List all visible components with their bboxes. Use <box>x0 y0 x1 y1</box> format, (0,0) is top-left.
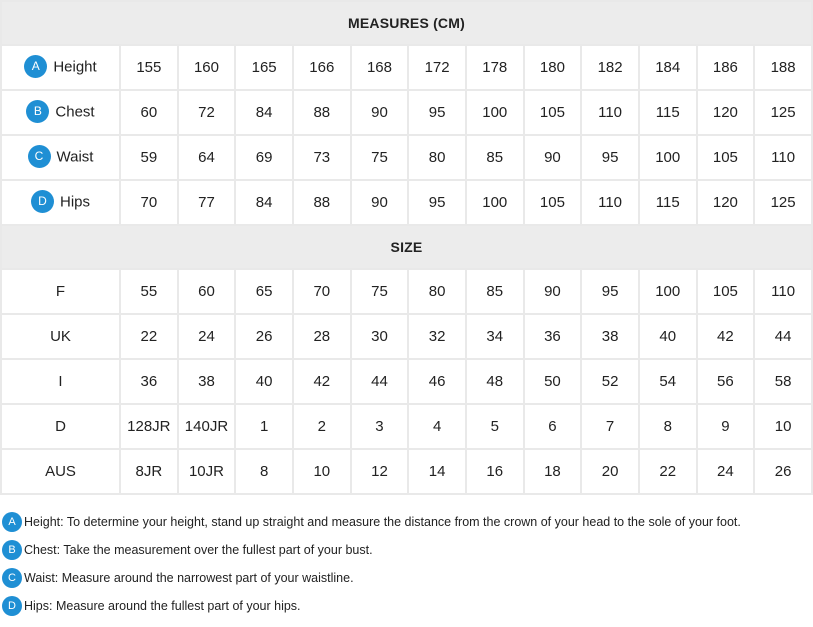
measurement-notes <box>2 508 813 620</box>
table-cell: 70 <box>294 270 350 313</box>
note-text: Waist: Measure around the narrowest part of your waistline. <box>24 571 354 585</box>
table-cell: 16 <box>467 450 523 493</box>
table-cell: 77 <box>179 181 235 224</box>
table-cell: 30 <box>352 315 408 358</box>
table-cell: 42 <box>294 360 350 403</box>
table-cell: 60 <box>179 270 235 313</box>
measure-label <box>2 181 119 224</box>
size-row-f <box>2 270 811 313</box>
table-cell: 20 <box>582 450 638 493</box>
table-cell: 125 <box>755 91 811 134</box>
table-cell: 155 <box>121 46 177 89</box>
table-cell: 115 <box>640 181 696 224</box>
table-cell: 166 <box>294 46 350 89</box>
table-cell: 188 <box>755 46 811 89</box>
letter-badge-icon: A <box>2 512 22 532</box>
table-cell: 8 <box>236 450 292 493</box>
size-label: D <box>2 405 119 448</box>
table-cell: 100 <box>640 136 696 179</box>
size-label: F <box>2 270 119 313</box>
table-cell: 3 <box>352 405 408 448</box>
letter-badge-icon: A <box>24 55 47 78</box>
table-cell: 110 <box>755 136 811 179</box>
table-cell: 100 <box>640 270 696 313</box>
table-cell: 160 <box>179 46 235 89</box>
table-cell: 73 <box>294 136 350 179</box>
table-cell: 172 <box>409 46 465 89</box>
table-cell: 95 <box>409 181 465 224</box>
table-cell: 69 <box>236 136 292 179</box>
table-cell: 24 <box>698 450 754 493</box>
table-cell: 26 <box>755 450 811 493</box>
measure-label <box>2 46 119 89</box>
measure-row-chest <box>2 91 811 134</box>
table-cell: 105 <box>698 270 754 313</box>
letter-badge-icon: C <box>28 145 51 168</box>
table-cell: 105 <box>525 91 581 134</box>
table-cell: 120 <box>698 181 754 224</box>
table-cell: 90 <box>352 91 408 134</box>
table-cell: 8 <box>640 405 696 448</box>
table-cell: 44 <box>352 360 408 403</box>
table-cell: 12 <box>352 450 408 493</box>
table-cell: 60 <box>121 91 177 134</box>
table-cell: 4 <box>409 405 465 448</box>
measure-name: Chest <box>55 103 95 121</box>
measure-row-hips <box>2 181 811 224</box>
table-cell: 10JR <box>179 450 235 493</box>
note-waist <box>2 564 813 592</box>
table-cell: 110 <box>755 270 811 313</box>
letter-badge-icon: C <box>2 568 22 588</box>
table-cell: 6 <box>525 405 581 448</box>
table-cell: 84 <box>236 91 292 134</box>
size-header-row <box>2 226 811 268</box>
measure-row-height <box>2 46 811 89</box>
table-cell: 32 <box>409 315 465 358</box>
table-cell: 95 <box>582 136 638 179</box>
table-cell: 100 <box>467 91 523 134</box>
table-cell: 84 <box>236 181 292 224</box>
table-cell: 22 <box>640 450 696 493</box>
table-cell: 95 <box>409 91 465 134</box>
table-cell: 90 <box>525 270 581 313</box>
table-cell: 46 <box>409 360 465 403</box>
size-label: UK <box>2 315 119 358</box>
size-row-uk <box>2 315 811 358</box>
measure-label <box>2 91 119 134</box>
table-cell: 65 <box>236 270 292 313</box>
table-cell: 44 <box>755 315 811 358</box>
measures-header-row <box>2 2 811 44</box>
table-cell: 2 <box>294 405 350 448</box>
table-cell: 9 <box>698 405 754 448</box>
measure-label <box>2 136 119 179</box>
table-cell: 7 <box>582 405 638 448</box>
table-cell: 165 <box>236 46 292 89</box>
table-cell: 95 <box>582 270 638 313</box>
table-cell: 115 <box>640 91 696 134</box>
table-cell: 90 <box>352 181 408 224</box>
table-cell: 90 <box>525 136 581 179</box>
measures-header: MEASURES (CM) <box>2 2 811 44</box>
table-cell: 105 <box>698 136 754 179</box>
table-cell: 10 <box>294 450 350 493</box>
table-cell: 34 <box>467 315 523 358</box>
table-cell: 85 <box>467 270 523 313</box>
note-text: Chest: Take the measurement over the fullest part of your bust. <box>24 543 373 557</box>
table-cell: 80 <box>409 270 465 313</box>
table-cell: 55 <box>121 270 177 313</box>
table-cell: 5 <box>467 405 523 448</box>
letter-badge-icon: B <box>2 540 22 560</box>
table-cell: 40 <box>236 360 292 403</box>
table-cell: 54 <box>640 360 696 403</box>
table-cell: 125 <box>755 181 811 224</box>
table-cell: 100 <box>467 181 523 224</box>
note-hips <box>2 592 813 620</box>
table-cell: 110 <box>582 181 638 224</box>
table-cell: 18 <box>525 450 581 493</box>
table-cell: 36 <box>525 315 581 358</box>
table-cell: 59 <box>121 136 177 179</box>
table-cell: 186 <box>698 46 754 89</box>
table-cell: 184 <box>640 46 696 89</box>
table-cell: 140JR <box>179 405 235 448</box>
table-cell: 80 <box>409 136 465 179</box>
table-cell: 120 <box>698 91 754 134</box>
table-cell: 64 <box>179 136 235 179</box>
table-cell: 88 <box>294 181 350 224</box>
table-cell: 58 <box>755 360 811 403</box>
table-cell: 26 <box>236 315 292 358</box>
measure-row-waist <box>2 136 811 179</box>
measure-name: Height <box>53 58 97 76</box>
table-cell: 24 <box>179 315 235 358</box>
table-cell: 8JR <box>121 450 177 493</box>
table-cell: 36 <box>121 360 177 403</box>
table-cell: 168 <box>352 46 408 89</box>
table-cell: 56 <box>698 360 754 403</box>
table-cell: 75 <box>352 136 408 179</box>
letter-badge-icon: B <box>26 100 49 123</box>
table-cell: 110 <box>582 91 638 134</box>
note-text: Height: To determine your height, stand up straight and measure the distance from the crown of your head to the sole of your foot. <box>24 515 741 529</box>
table-cell: 28 <box>294 315 350 358</box>
table-cell: 180 <box>525 46 581 89</box>
size-header: SIZE <box>2 226 811 268</box>
size-row-d <box>2 405 811 448</box>
table-cell: 178 <box>467 46 523 89</box>
table-cell: 38 <box>179 360 235 403</box>
note-chest <box>2 536 813 564</box>
table-cell: 1 <box>236 405 292 448</box>
table-cell: 50 <box>525 360 581 403</box>
size-label: AUS <box>2 450 119 493</box>
table-cell: 42 <box>698 315 754 358</box>
table-cell: 22 <box>121 315 177 358</box>
table-cell: 52 <box>582 360 638 403</box>
table-cell: 128JR <box>121 405 177 448</box>
table-cell: 70 <box>121 181 177 224</box>
note-height <box>2 508 813 536</box>
table-cell: 85 <box>467 136 523 179</box>
size-row-aus <box>2 450 811 493</box>
table-cell: 182 <box>582 46 638 89</box>
measure-name: Waist <box>56 148 94 166</box>
table-cell: 75 <box>352 270 408 313</box>
letter-badge-icon: D <box>2 596 22 616</box>
table-cell: 14 <box>409 450 465 493</box>
table-cell: 88 <box>294 91 350 134</box>
table-cell: 40 <box>640 315 696 358</box>
table-cell: 10 <box>755 405 811 448</box>
measure-name: Hips <box>59 193 90 211</box>
table-cell: 38 <box>582 315 638 358</box>
table-cell: 105 <box>525 181 581 224</box>
note-text: Hips: Measure around the fullest part of your hips. <box>24 599 301 613</box>
size-label: I <box>2 360 119 403</box>
letter-badge-icon: D <box>31 190 54 213</box>
table-cell: 48 <box>467 360 523 403</box>
size-row-i <box>2 360 811 403</box>
table-cell: 72 <box>179 91 235 134</box>
